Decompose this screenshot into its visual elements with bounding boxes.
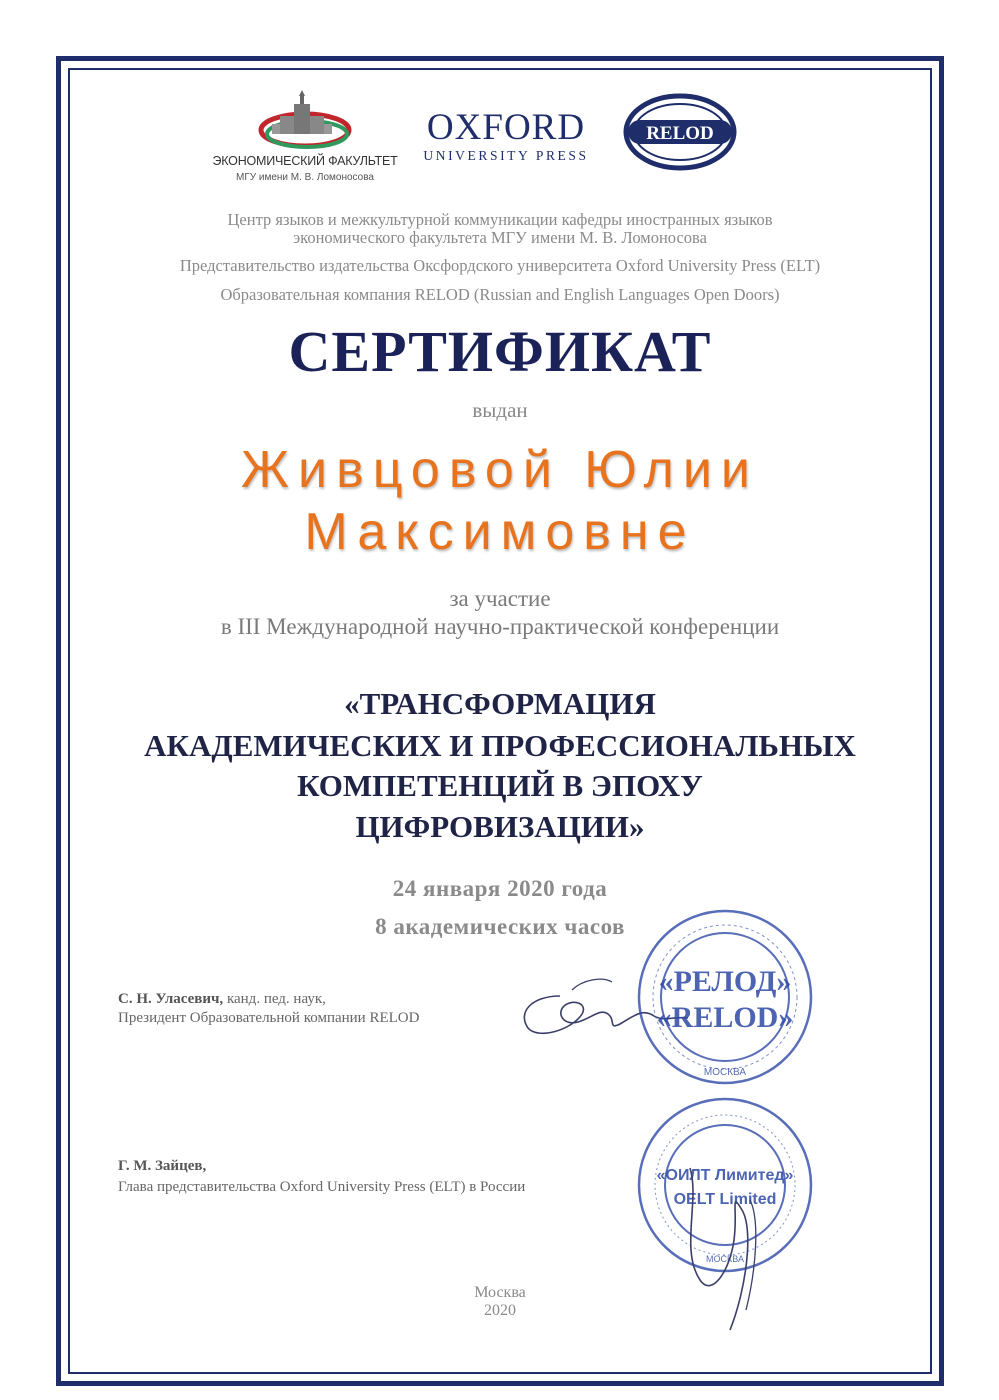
econ-faculty-title: ЭКОНОМИЧЕСКИЙ ФАКУЛЬТЕТ xyxy=(212,154,398,168)
relod-stamp-line-2: «RELOD» xyxy=(656,1001,794,1034)
organizer-line-3: Представительство издательства Оксфордского университета Oxford University Press (ELT) xyxy=(179,256,821,275)
organizer-line-4: Образовательная компания RELOD (Russian and English Languages Open Doors) xyxy=(220,285,780,304)
issued-label: выдан xyxy=(472,398,528,422)
oelt-stamp-city: МОСКВА xyxy=(706,1254,744,1264)
relod-stamp-line-1: «РЕЛОД» xyxy=(658,965,792,998)
econ-faculty-logo xyxy=(200,88,410,198)
certificate-title: СЕРТИФИКАТ xyxy=(288,319,712,384)
academic-hours: 8 академических часов xyxy=(375,914,625,939)
conference-title-line-3: КОМПЕТЕНЦИЙ В ЭПОХУ xyxy=(297,768,703,803)
signatory-2-block xyxy=(118,1158,618,1196)
signatory-1-name: С. Н. Уласевич, xyxy=(118,991,224,1007)
footer-year: 2020 xyxy=(484,1302,516,1319)
signature-2 xyxy=(660,1160,800,1335)
signatory-1-role: Президент Образовательной компании RELOD xyxy=(118,1010,420,1026)
recipient-name-line-1: Живцовой Юлии xyxy=(241,441,759,499)
footer-city: Москва xyxy=(474,1284,526,1301)
conference-date: 24 января 2020 года xyxy=(392,876,608,901)
signatory-1-degree: канд. пед. наук, xyxy=(223,991,326,1007)
signatory-2-name: Г. М. Зайцев, xyxy=(118,1158,207,1174)
msu-building-icon xyxy=(200,88,410,154)
participation-line-1: за участие xyxy=(449,586,551,611)
relod-stamp-city: МОСКВА xyxy=(703,1067,747,1078)
participation-line-2: в III Международной научно-практической конференции xyxy=(220,614,780,639)
oelt-stamp-line-2: OELT Limited xyxy=(673,1191,777,1208)
econ-faculty-subtitle: МГУ имени М. В. Ломоносова xyxy=(236,172,374,183)
oxford-logo-sub: UNIVERSITY PRESS xyxy=(423,148,589,163)
relod-logo-text: RELOD xyxy=(646,123,714,144)
oelt-stamp-line-1: «ОИЛТ Лимитед» xyxy=(656,1167,794,1184)
oxford-logo xyxy=(408,108,604,178)
conference-title-line-1: «ТРАНСФОРМАЦИЯ xyxy=(344,686,656,721)
conference-title-line-2: АКАДЕМИЧЕСКИХ И ПРОФЕССИОНАЛЬНЫХ xyxy=(144,728,856,763)
signatory-2-role: Глава представительства Oxford University Press (ELT) в России xyxy=(118,1179,526,1195)
organizer-line-2: экономического факультета МГУ имени М. В. Ломоносова xyxy=(293,228,707,247)
oxford-logo-main: OXFORD xyxy=(426,107,586,148)
organizer-line-1: Центр языков и межкультурной коммуникации кафедры иностранных языков xyxy=(227,210,773,229)
signatory-1-block xyxy=(118,990,518,1027)
recipient-name-line-2: Максимовне xyxy=(304,503,696,561)
relod-logo xyxy=(622,92,738,172)
relod-stamp xyxy=(630,905,820,1090)
conference-title-line-4: ЦИФРОВИЗАЦИИ» xyxy=(355,809,645,844)
